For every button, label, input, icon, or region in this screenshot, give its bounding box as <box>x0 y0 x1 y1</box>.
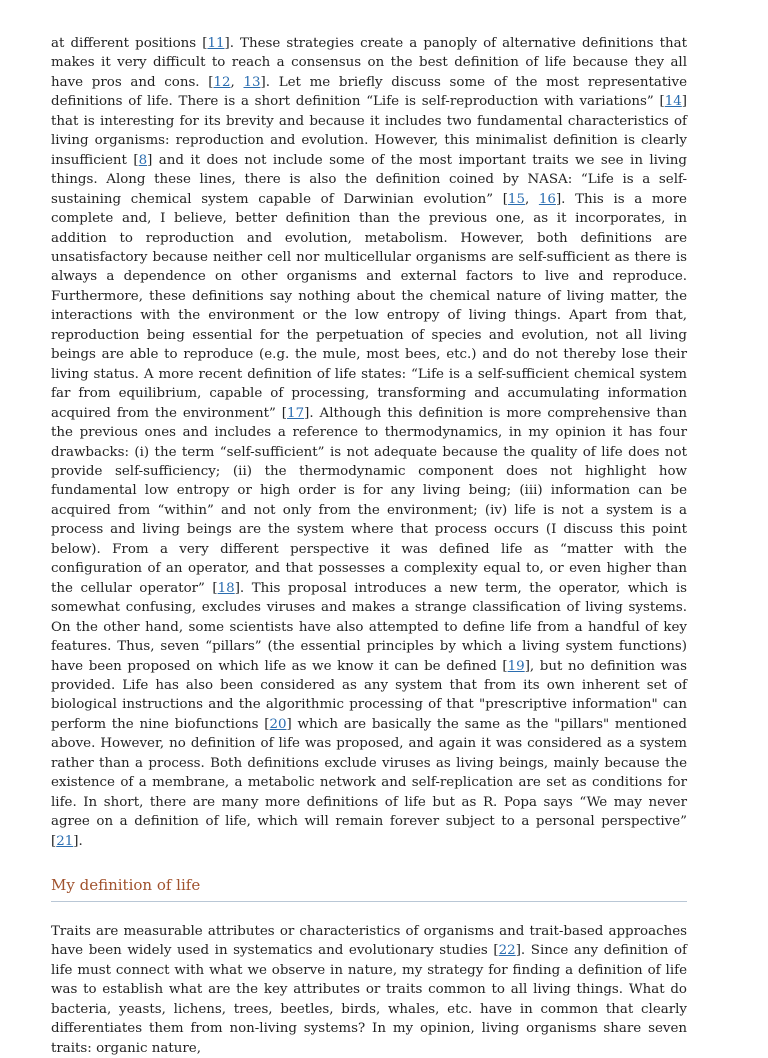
citation-link-19[interactable]: 19 <box>507 658 525 674</box>
citation-link-16[interactable]: 16 <box>538 191 556 207</box>
paragraph-definitions-review <box>51 34 687 851</box>
text-run: ]. Although this definition is more comprehensive than the previous ones and includes a reference to thermodynamics, in my opinion it has four drawbacks: (i) the term “self-sufficient” is not adequate because the quality of life does not provide self-sufficiency; (ii) the thermodynamic component does not highlight how fundamental low entropy or high order is for any living being; (iii) information can be acquired from “within” and not only from the environment; (iv) life is not a system is a process and living beings are the system where that process occurs (I discuss this point below). From a very different perspective it was defined life as “matter with the configuration of an operator, and that possesses a complexity equal to, or even higher than the cellular operator” [ <box>51 405 687 596</box>
text-run: ] that is interesting for its brevity and because it includes two fundamental characteristics of living organisms: reproduction and evolution. However, this minimalist definition is clearly insufficient [ <box>51 94 687 168</box>
text-run: ]. These strategies create a panoply of alternative definitions that makes it very difficult to reach a consensus on the best definition of life because they all have pros and cons. [ <box>51 36 687 90</box>
text-run: ]. Let me briefly discuss some of the most representative definitions of life. There is a short definition “Life is self-reproduction with variations” [ <box>51 74 687 110</box>
citation-link-20[interactable]: 20 <box>269 716 287 732</box>
paragraph-traits <box>51 922 687 1058</box>
text-run: ]. <box>73 833 83 849</box>
citation-link-12[interactable]: 12 <box>213 74 231 90</box>
text-run: , <box>524 191 539 207</box>
text-run: ]. Since any definition of life must connect with what we observe in nature, my strategy for finding a definition of life was to establish what are the key attributes or traits common to all living things. What do bacteria, yeasts, lichens, trees, beetles, birds, whales, etc. have in common that clearly differentiates them from non-living systems? In my opinion, living organisms share seven traits: organic nature, <box>51 943 687 1056</box>
citation-link-17[interactable]: 17 <box>287 405 305 421</box>
citation-link-21[interactable]: 21 <box>56 833 74 849</box>
text-run: ] and it does not include some of the most important traits we see in living things. Along these lines, there is also the definition coined by NASA: “Life is a self-sustaining chemical system capable of Darwinian evolution” [ <box>51 152 687 207</box>
section-heading-my-definition: My definition of life <box>51 875 687 902</box>
text-run: ]. This proposal introduces a new term, the operator, which is somewhat confusing, excludes viruses and makes a strange classification of living systems. On the other hand, some scientists have also attempted to define life from a handful of key features. Thus, seven “pillars” (the essential principles by which a living system functions) have been proposed on which life as we know it can be defined [ <box>51 580 688 674</box>
text-run: ]. This is a more complete and, I believe, better definition than the previous one, as it incorporates, in addition to reproduction and evolution, metabolism. However, both definitions are unsatisfactory because neither cell nor multicellular organisms are self-sufficient as there is always a dependence on other organisms and external factors to live and reproduce. Furthermore, these definitions say nothing about the chemical nature of living matter, the interactions with the environment or the low entropy of living things. Apart from that, reproduction being essential for the perpetuation of species and evolution, not all living beings are able to reproduce (e.g. the mule, most bees, etc.) and do not thereby lose their living status. A more recent definition of life states: “Life is a self-sufficient chemical system far from equilibrium, capable of processing, transforming and accumulating information acquired from the environment” [ <box>51 191 687 421</box>
text-run: , <box>230 74 244 90</box>
text-run: at different positions [ <box>51 36 208 51</box>
text-run: Traits are measurable attributes or characteristics of organisms and trait-based approaches have been widely used in systematics and evolutionary studies [ <box>51 924 687 959</box>
citation-link-15[interactable]: 15 <box>507 191 525 207</box>
citation-link-18[interactable]: 18 <box>217 580 235 596</box>
citation-link-13[interactable]: 13 <box>243 74 261 90</box>
citation-link-22[interactable]: 22 <box>498 943 516 959</box>
text-run: ], but no definition was provided. Life has also been considered as any system that from its own inherent set of biological instructions and the algorithmic processing of that "prescriptive information" can perform the nine biofunctions [ <box>51 658 687 732</box>
citation-link-14[interactable]: 14 <box>664 94 682 110</box>
text-run: ] which are basically the same as the "pillars" mentioned above. However, no definition of life was proposed, and again it was considered as a system rather than a process. Both definitions exclude viruses as living beings, mainly because the existence of a membrane, a metabolic network and self-replication are set as conditions for life. In short, there are many more definitions of life but as R. Popa says “We may never agree on a definition of life, which will remain forever subject to a personal perspective” [ <box>51 716 687 849</box>
citation-link-8[interactable]: 8 <box>138 152 148 168</box>
article-page <box>51 34 687 1058</box>
citation-link-11[interactable]: 11 <box>207 36 225 51</box>
